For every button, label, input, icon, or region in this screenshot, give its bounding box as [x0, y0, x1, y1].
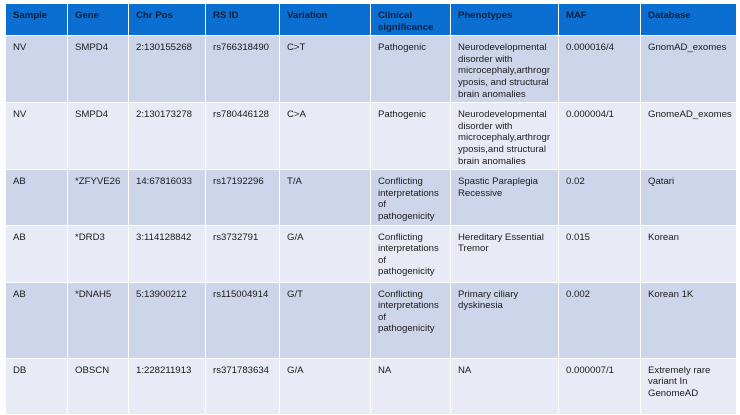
- header-clinical-significance: Clinical significance: [371, 4, 451, 36]
- header-database: Database: [641, 4, 737, 36]
- cell-gene: *DNAH5: [68, 282, 129, 358]
- cell-sample: AB: [6, 170, 68, 225]
- cell-variation: G/A: [280, 225, 371, 282]
- header-sample: Sample: [6, 4, 68, 36]
- cell-sample: NV: [6, 36, 68, 103]
- header-rs-id: RS ID: [206, 4, 280, 36]
- cell-rs-id: rs371783634: [206, 358, 280, 414]
- cell-variation: G/T: [280, 282, 371, 358]
- header-chr-pos: Chr Pos: [129, 4, 206, 36]
- cell-rs-id: rs115004914: [206, 282, 280, 358]
- table-row: [6, 225, 737, 282]
- cell-phenotypes: Neurodevelopmental disorder with microcephaly,arthrogr yposis, and structural brain anomalies: [451, 36, 559, 103]
- table-row: [6, 282, 737, 358]
- cell-phenotypes: NA: [451, 358, 559, 414]
- cell-sample: NV: [6, 103, 68, 170]
- cell-maf: 0.02: [559, 170, 641, 225]
- cell-clinical-significance: Conflicting interpretations of pathogenicity: [371, 282, 451, 358]
- cell-database: Korean: [641, 225, 737, 282]
- cell-variation: T/A: [280, 170, 371, 225]
- cell-phenotypes: Primary ciliary dyskinesia: [451, 282, 559, 358]
- cell-variation: G/A: [280, 358, 371, 414]
- cell-chr-pos: 2:130173278: [129, 103, 206, 170]
- table-row: [6, 36, 737, 103]
- table-row: [6, 170, 737, 225]
- cell-sample: AB: [6, 225, 68, 282]
- cell-chr-pos: 3:114128842: [129, 225, 206, 282]
- cell-database: Extremely rare variant In GenomeAD: [641, 358, 737, 414]
- cell-gene: *DRD3: [68, 225, 129, 282]
- cell-phenotypes: Spastic Paraplegia Recessive: [451, 170, 559, 225]
- cell-clinical-significance: Conflicting interpretations of pathogenicity: [371, 170, 451, 225]
- cell-gene: SMPD4: [68, 36, 129, 103]
- cell-chr-pos: 1:228211913: [129, 358, 206, 414]
- header-row: [6, 4, 737, 36]
- cell-rs-id: rs3732791: [206, 225, 280, 282]
- cell-maf: 0.015: [559, 225, 641, 282]
- cell-chr-pos: 2:130155268: [129, 36, 206, 103]
- cell-maf: 0.002: [559, 282, 641, 358]
- cell-chr-pos: 5:13900212: [129, 282, 206, 358]
- cell-gene: OBSCN: [68, 358, 129, 414]
- cell-variation: C>A: [280, 103, 371, 170]
- header-maf: MAF: [559, 4, 641, 36]
- cell-rs-id: rs780446128: [206, 103, 280, 170]
- cell-sample: DB: [6, 358, 68, 414]
- cell-gene: *ZFYVE26: [68, 170, 129, 225]
- cell-clinical-significance: Pathogenic: [371, 103, 451, 170]
- cell-maf: 0.000016/4: [559, 36, 641, 103]
- cell-sample: AB: [6, 282, 68, 358]
- cell-phenotypes: Hereditary Essential Tremor: [451, 225, 559, 282]
- cell-gene: SMPD4: [68, 103, 129, 170]
- variants-table: [5, 3, 737, 415]
- header-gene: Gene: [68, 4, 129, 36]
- cell-database: GnomAD_exomes: [641, 36, 737, 103]
- cell-rs-id: rs17192296: [206, 170, 280, 225]
- header-variation: Variation: [280, 4, 371, 36]
- cell-phenotypes: Neurodevelopmental disorder with microcephaly,arthrogr yposis,and structural brain anomalies: [451, 103, 559, 170]
- table-row: [6, 358, 737, 414]
- header-phenotypes: Phenotypes: [451, 4, 559, 36]
- cell-rs-id: rs766318490: [206, 36, 280, 103]
- cell-database: Korean 1K: [641, 282, 737, 358]
- cell-clinical-significance: Conflicting interpretations of pathogenicity: [371, 225, 451, 282]
- cell-database: Qatari: [641, 170, 737, 225]
- cell-clinical-significance: Pathogenic: [371, 36, 451, 103]
- cell-variation: C>T: [280, 36, 371, 103]
- cell-clinical-significance: NA: [371, 358, 451, 414]
- table-row: [6, 103, 737, 170]
- cell-chr-pos: 14:67816033: [129, 170, 206, 225]
- cell-database: GnomeAD_exomes: [641, 103, 737, 170]
- cell-maf: 0.000007/1: [559, 358, 641, 414]
- cell-maf: 0.000004/1: [559, 103, 641, 170]
